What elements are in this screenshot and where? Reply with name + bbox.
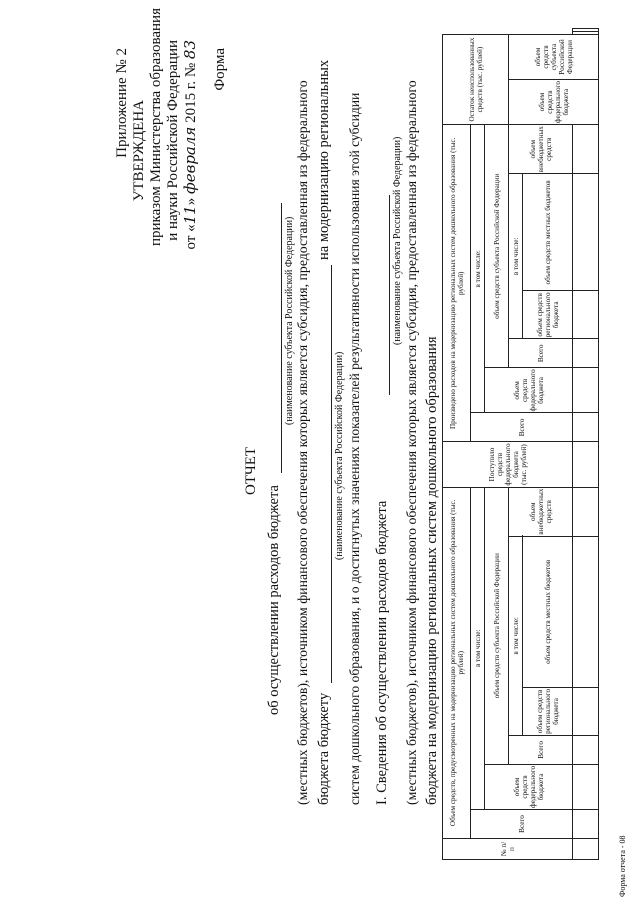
order-date: от «11» февраля 2015 г. № 83 [181, 40, 199, 250]
intro-line-1: об осуществлении расходов бюджета [266, 485, 282, 715]
planned-total: Всего [471, 810, 573, 839]
planned-subject-incl: в том числе: [509, 536, 523, 735]
date-month-handwritten: февраля [181, 126, 199, 195]
appendix-label: Приложение № 2 [114, 48, 130, 158]
intro-caption-2: (наименование субъекта Российской Федерации) [334, 351, 345, 560]
intro-line-2: (местных бюджетов), источником финансового обеспечения которых является субсидия, предоставленная из федерального [295, 80, 310, 805]
intro-line-3a: бюджета бюджету [316, 692, 332, 805]
table-row [573, 29, 599, 860]
date-day-handwritten: 11 [181, 205, 199, 225]
col-planned: Объем средств, предусмотренных на модернизацию региональных систем дошкольного образования (тыс. рублей) [443, 487, 471, 838]
col-spent: Произведено расходов на модернизацию региональных систем дошкольного образования (тыс. рублей) [443, 125, 471, 442]
footer-label: Форма отчета - 08 [618, 835, 627, 897]
spent-regional: объем средств регионального бюджета [523, 291, 573, 339]
col-received: Поступило средств федерального бюджета (тыс. рублей) [443, 442, 573, 487]
planned-regional: объем средств регионального бюджета [523, 687, 573, 735]
section1-heading: I. Сведения об осуществлении расходов бюджета [374, 500, 390, 805]
section1-line-2: (местных бюджетов), источником финансового обеспечения которых является субсидия, предоставленная из федерального [404, 80, 419, 805]
report-title: ОТЧЕТ [243, 446, 259, 495]
spent-federal: объем средств федерального бюджета [485, 368, 573, 413]
planned-extra: объем внебюджетных средств [509, 487, 573, 536]
spent-subject-incl: в том числе: [509, 174, 523, 339]
planned-incl: в том числе: [471, 487, 485, 809]
planned-federal: объем средств федерального бюджета [485, 764, 573, 809]
spent-subject: объем средств субъекта Российской Федерации [485, 125, 509, 368]
spent-extra: объем внебюджетных средств [509, 125, 573, 174]
section1-line-3: бюджета на модернизацию региональных систем дошкольного образования [424, 336, 440, 805]
spent-subject-total: Всего [509, 339, 573, 368]
date-number-handwritten: 83 [181, 40, 199, 60]
remainder-federal: объем средств федерального бюджета [509, 80, 599, 125]
col-remainder: Остаток неиспользованных средств (тыс. рублей) [443, 35, 509, 125]
order-line-2: и науки Российской Федерации [165, 40, 181, 241]
intro-line-3b: на модернизацию региональных [316, 59, 332, 260]
intro-caption-1: (наименование субъекта Российской Федерации) [284, 216, 295, 425]
remainder-subject: объем средств субъекта Российской Федерации [509, 35, 599, 80]
report-table [442, 28, 599, 860]
planned-subject-total: Всего [509, 735, 573, 764]
col-num: № п/п [443, 839, 573, 860]
planned-subject: объем средств субъекта Российской Федерации [485, 487, 509, 764]
intro-line-4: систем дошкольного образования, и о достигнутых значениях показателей результативности использования этой субсидии [347, 92, 362, 805]
spent-incl: в том числе: [471, 125, 485, 413]
order-line-1: приказом Министерства образования [148, 8, 164, 246]
form-label: Форма [212, 48, 228, 91]
section1-caption: (наименование субъекта Российской Федерации) [392, 136, 403, 345]
approved-label: УТВЕРЖДЕНА [131, 100, 147, 202]
spent-local: объем средств местных бюджетов [523, 174, 573, 291]
spent-total: Всего [471, 413, 573, 442]
planned-local: объем средств местных бюджетов [523, 536, 573, 687]
